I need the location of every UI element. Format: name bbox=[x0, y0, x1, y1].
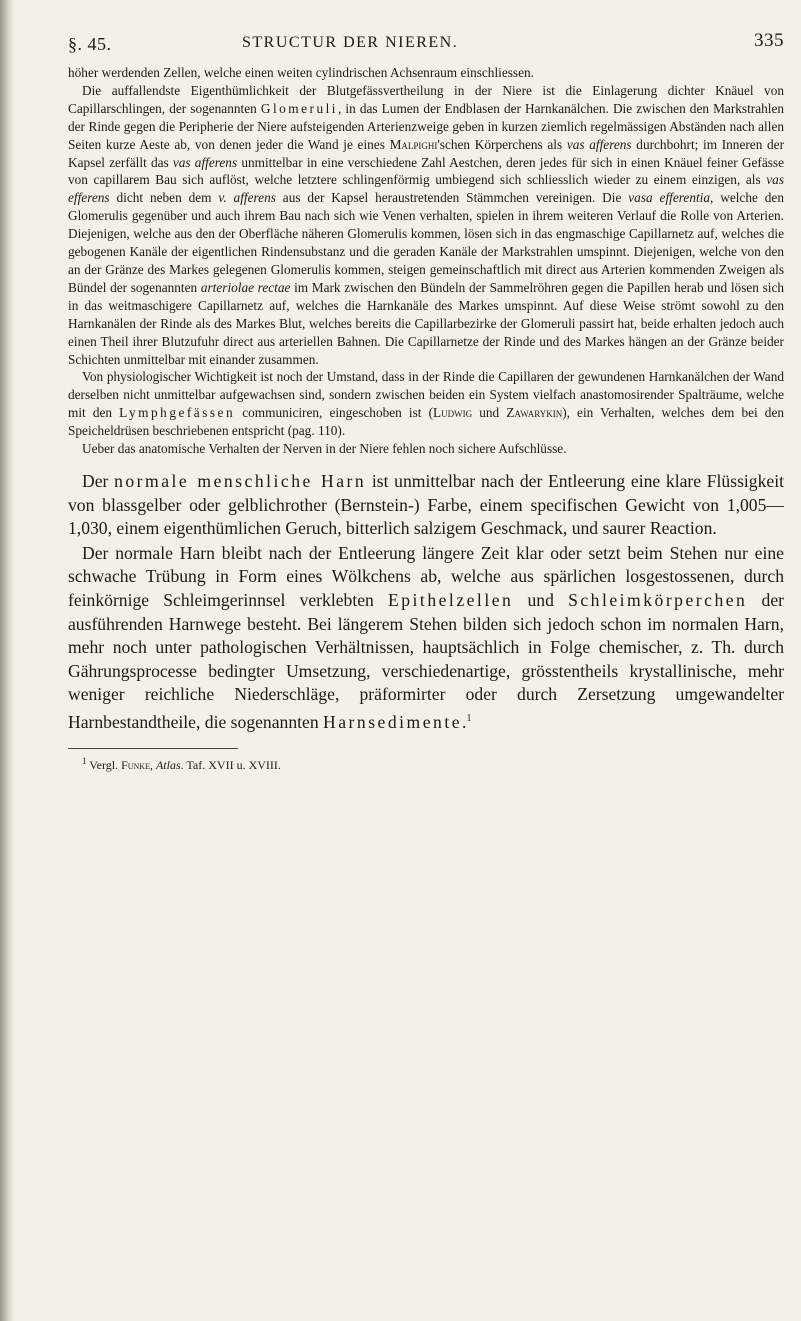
term-epithelzellen: Epithelzellen bbox=[388, 589, 514, 610]
term-schleimkoerperchen: Schleimkörperchen bbox=[568, 589, 748, 610]
term-glomeruli: Glomeruli bbox=[260, 100, 338, 116]
small-print-section bbox=[68, 64, 784, 458]
term-lymphgefaesse: Lymphgefässen bbox=[119, 405, 236, 421]
page-number: 335 bbox=[754, 30, 784, 51]
term-normale-menschliche-harn: normale menschliche Harn bbox=[114, 470, 367, 491]
paragraph-lymphgefaesse: Von physiologischer Wichtigkeit ist noch der Umstand, dass in der Rinde die Capillaren der gewundenen Harnkanälchen der Wand derselben nicht unmittelbar aufgewachsen sind, sondern zwischen beiden ein System vielfach anastomosirender Spalträume, welche mit den Lymphgefässen communiciren, eingeschoben ist (Ludwig und Zawarykin), ein Verhalten, welches dem bei den Speicheldrüsen beschriebenen entspricht (pag. 110). bbox=[68, 369, 785, 439]
footnote-divider bbox=[68, 748, 238, 749]
name-ludwig: Ludwig bbox=[433, 405, 473, 421]
footnote-reference: 1 bbox=[466, 712, 472, 724]
paragraph-nerven: Ueber das anatomische Verhalten der Nerven in der Niere fehlen noch sichere Aufschlüsse. bbox=[82, 441, 567, 457]
footnote-author: Funke bbox=[121, 758, 150, 773]
main-text-section bbox=[68, 470, 784, 734]
term-harnsedimente: Harnsedimente bbox=[323, 711, 463, 732]
book-page bbox=[68, 30, 784, 773]
name-zawarykin: Zawarykin bbox=[506, 405, 563, 421]
section-number: §. 45. bbox=[68, 34, 112, 54]
footnote-marker: 1 bbox=[82, 756, 87, 767]
page-edge-shadow bbox=[0, 0, 14, 1321]
paragraph-harnsedimente: Der normale Harn bleibt nach der Entleerung längere Zeit klar oder setzt beim Stehen nur eine schwache Trübung in Form eines Wölkchens ab, welche aus spärlichen losgestossenen, durch feinkörnige Schleimgerinnsel verklebten Epithelzellen und Schleimkörperchen der ausführenden Harnwege besteht. Bei längerem Stehen bilden sich jedoch schon im normalen Harn, mehr noch unter pathologischen Verhältnissen, hauptsächlich in Folge chemischer, z. Th. durch Gährungsprocesse bedingter Umsetzung, verschiedenartige, grösstentheils krystallinische, mehr weniger reichliche Niederschläge, präformirter oder durch Zersetzung umgewandelter Harnbestandtheile, die sogenannten Harnsedimente.$^1$ bbox=[68, 542, 784, 732]
paragraph-blutgefaesse: Die auffallendste Eigenthümlichkeit der Blutgefässvertheilung in der Niere ist die Einlagerung dichter Knäuel von Capillarschlingen, der sogenannten Glomeruli, in das Lumen der Endblasen der Harnkanälchen. Die zwischen den Markstrahlen der Rinde gegen die Peripherie der Niere aufsteigenden Arterienzweige geben in kurzen ziemlich regelmässigen Abständen nach allen Seiten kurze Aeste ab, von denen jeder die Wand je eines Malpighi'schen Körperchens als vas afferens durchbohrt; im Inneren der Kapsel zerfällt das vas afferens unmittelbar in eine verschiedene Zahl Aestchen, deren jedes für sich in einen Knäuel feiner Gefässe von capillarem Bau sich auflöst, welche letztere schlingenförmig umbiegend sich schliesslich wieder zu einem einzigen, als vas efferens dicht neben dem v. afferens aus der Kapsel heraustretenden Stämmchen vereinigen. Die vasa efferentia, welche den Glomerulis gegenüber und auch ihrem Bau nach sich wie Venen verhalten, spielen in ihrem weiteren Verlauf die Rolle von Arterien. Diejenigen, welche aus den der Oberfläche näheren Glomerulis kommen, lösen sich in das engmaschige Capillarnetz auf, welches die gebogenen Kanäle der eigentlichen Rindensubstanz und die geraden Kanäle der Markstrahlen umspinnt. Diejenigen, welche von den an der Gränze des Markes gelegenen Glomerulis kommen, steigen gemeinschaftlich mit direct aus Arterien kommenden Zweigen als Bündel der sogenannten arteriolae rectae im Mark zwischen den Bündeln der Sammelröhren gegen die Papillen herab und lösen sich in das weitmaschigere Capillarnetz auf, welches die Harnkanäle des Markes umspinnt. Auf diese Weise strömt sowohl zu den Harnkanälen der Rinde als des Markes Blut, welches bereits die Capillarbezirke der Glomeruli passirt hat, beide erhalten jedoch auch einen Theil ihrer Blutzufuhr direct aus arteriellen Bahnen. Die Capillarnetze der Rinde und des Markes hängen an der Gränze beider Schichten unmittelbar mit einander zusammen. bbox=[68, 82, 785, 367]
name-malpighi: Malpighi bbox=[389, 136, 438, 152]
running-title: STRUCTUR DER NIEREN. bbox=[242, 34, 459, 51]
footnote-work: Atlas bbox=[155, 758, 181, 773]
footnote: $^1$ Vergl. Funke, Atlas. Taf. XVII u. XVIII. bbox=[82, 756, 281, 773]
paragraph-achsenraum: höher werdenden Zellen, welche einen weiten cylindrischen Achsenraum einschliessen. bbox=[68, 65, 534, 80]
running-header bbox=[68, 30, 784, 64]
paragraph-normaler-harn: Der normale menschliche Harn ist unmittelbar nach der Entleerung eine klare Flüssigkeit von blassgelber oder gelblichrother (Bernstein-) Farbe, einem specifischen Gewicht von 1,005—1,030, einem eigenthümlichen Geruch, bitterlich salzigem Geschmack, und saurer Reaction. bbox=[68, 470, 784, 539]
